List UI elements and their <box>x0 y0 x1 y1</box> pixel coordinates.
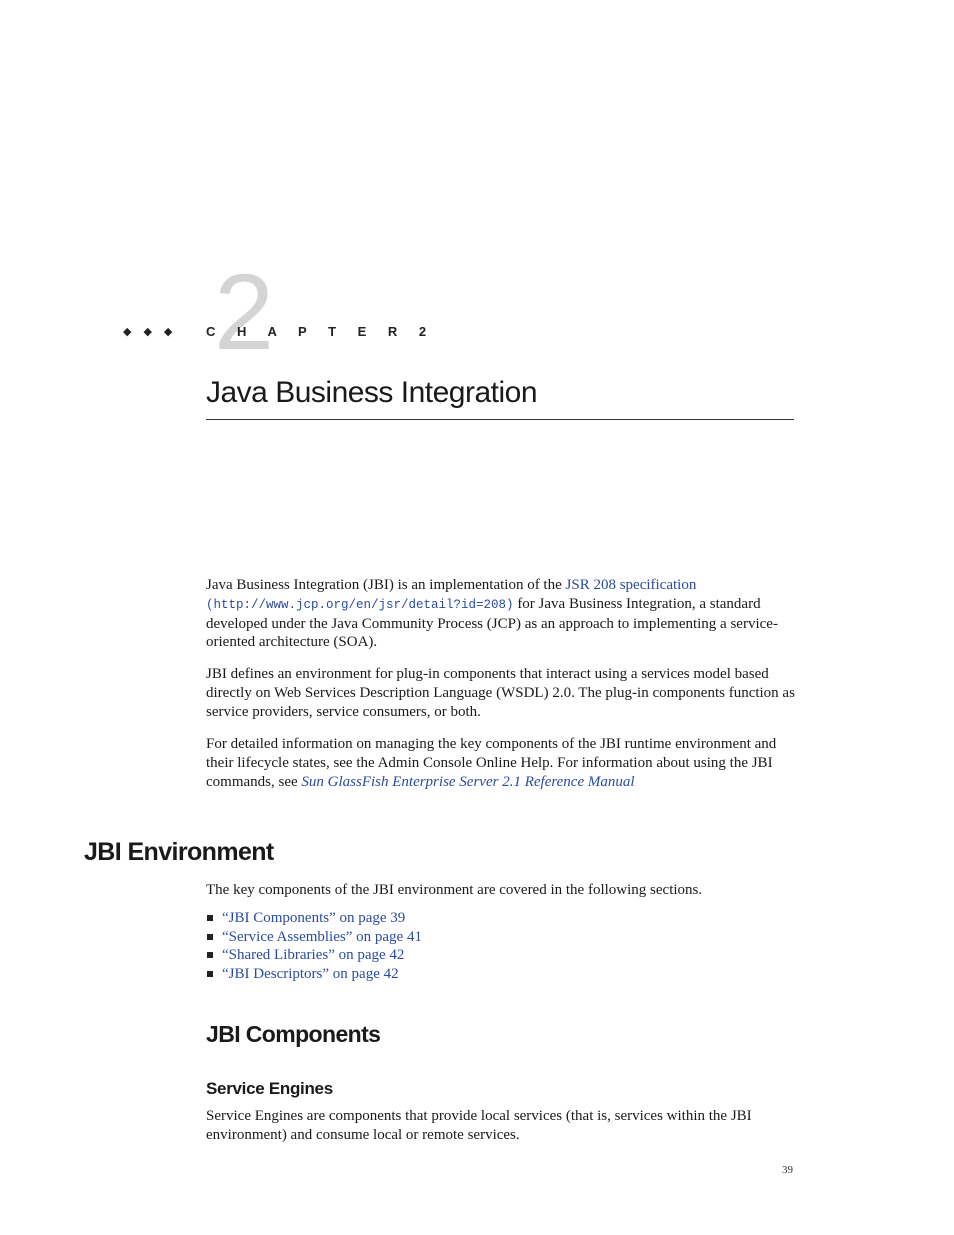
intro-paragraph-1 <box>206 576 796 652</box>
link-jbi-descriptors[interactable]: “JBI Descriptors” on page 42 <box>222 966 399 983</box>
jsr-208-link[interactable]: JSR 208 specification <box>565 577 697 593</box>
section-heading-jbi-components: JBI Components <box>206 1021 381 1047</box>
subsection-heading-service-engines: Service Engines <box>206 1079 333 1098</box>
jsr-208-url[interactable]: (http://www.jcp.org/en/jsr/detail?id=208) <box>206 597 514 612</box>
link-service-assemblies[interactable]: “Service Assemblies” on page 41 <box>222 928 422 945</box>
jbi-environment-list <box>206 909 422 984</box>
jbi-environment-text: The key components of the JBI environment are covered in the following sections. <box>206 882 703 898</box>
intro-paragraph-3 <box>206 735 796 791</box>
title-rule <box>206 419 794 420</box>
list-item <box>206 946 422 965</box>
list-item <box>206 909 422 928</box>
bullet-square-icon <box>207 971 213 977</box>
chapter-diamonds: ◆◆◆ <box>123 325 185 338</box>
intro-text-b: for Java Business Integration, a standard developed under the Java Community Process (JCP) as an approach to implementing a service-oriented architecture (SOA). <box>206 595 778 651</box>
intro-p3-text: For detailed information on managing the key components of the JBI runtime environment and their lifecycle states, see the Admin Console Online Help. For information about using the JBI commands, see <box>206 736 777 790</box>
list-item <box>206 928 422 947</box>
bullet-square-icon <box>207 934 213 940</box>
service-engines-text: Service Engines are components that provide local services (that is, services within the JBI environment) and consume local or remote services. <box>206 1108 752 1143</box>
chapter-number-watermark: 2 <box>214 251 275 372</box>
link-shared-libraries[interactable]: “Shared Libraries” on page 42 <box>222 947 405 964</box>
bullet-square-icon <box>207 915 213 921</box>
intro-text-a: Java Business Integration (JBI) is an implementation of the <box>206 577 566 593</box>
page-number: 39 <box>782 1164 793 1176</box>
chapter-label: C H A P T E R 2 <box>206 324 436 339</box>
link-jbi-components[interactable]: “JBI Components” on page 39 <box>222 910 406 926</box>
intro-paragraph-2: JBI defines an environment for plug-in components that interact using a services model based directly on Web Services Description Language (WSDL) 2.0. The plug-in components function as service providers, service consumers, or both. <box>206 666 795 720</box>
chapter-title: Java Business Integration <box>206 376 538 409</box>
section-heading-jbi-environment: JBI Environment <box>84 838 274 866</box>
bullet-square-icon <box>207 952 213 958</box>
list-item <box>206 965 422 984</box>
reference-manual-link[interactable]: Sun GlassFish Enterprise Server 2.1 Reference Manual <box>301 773 635 790</box>
